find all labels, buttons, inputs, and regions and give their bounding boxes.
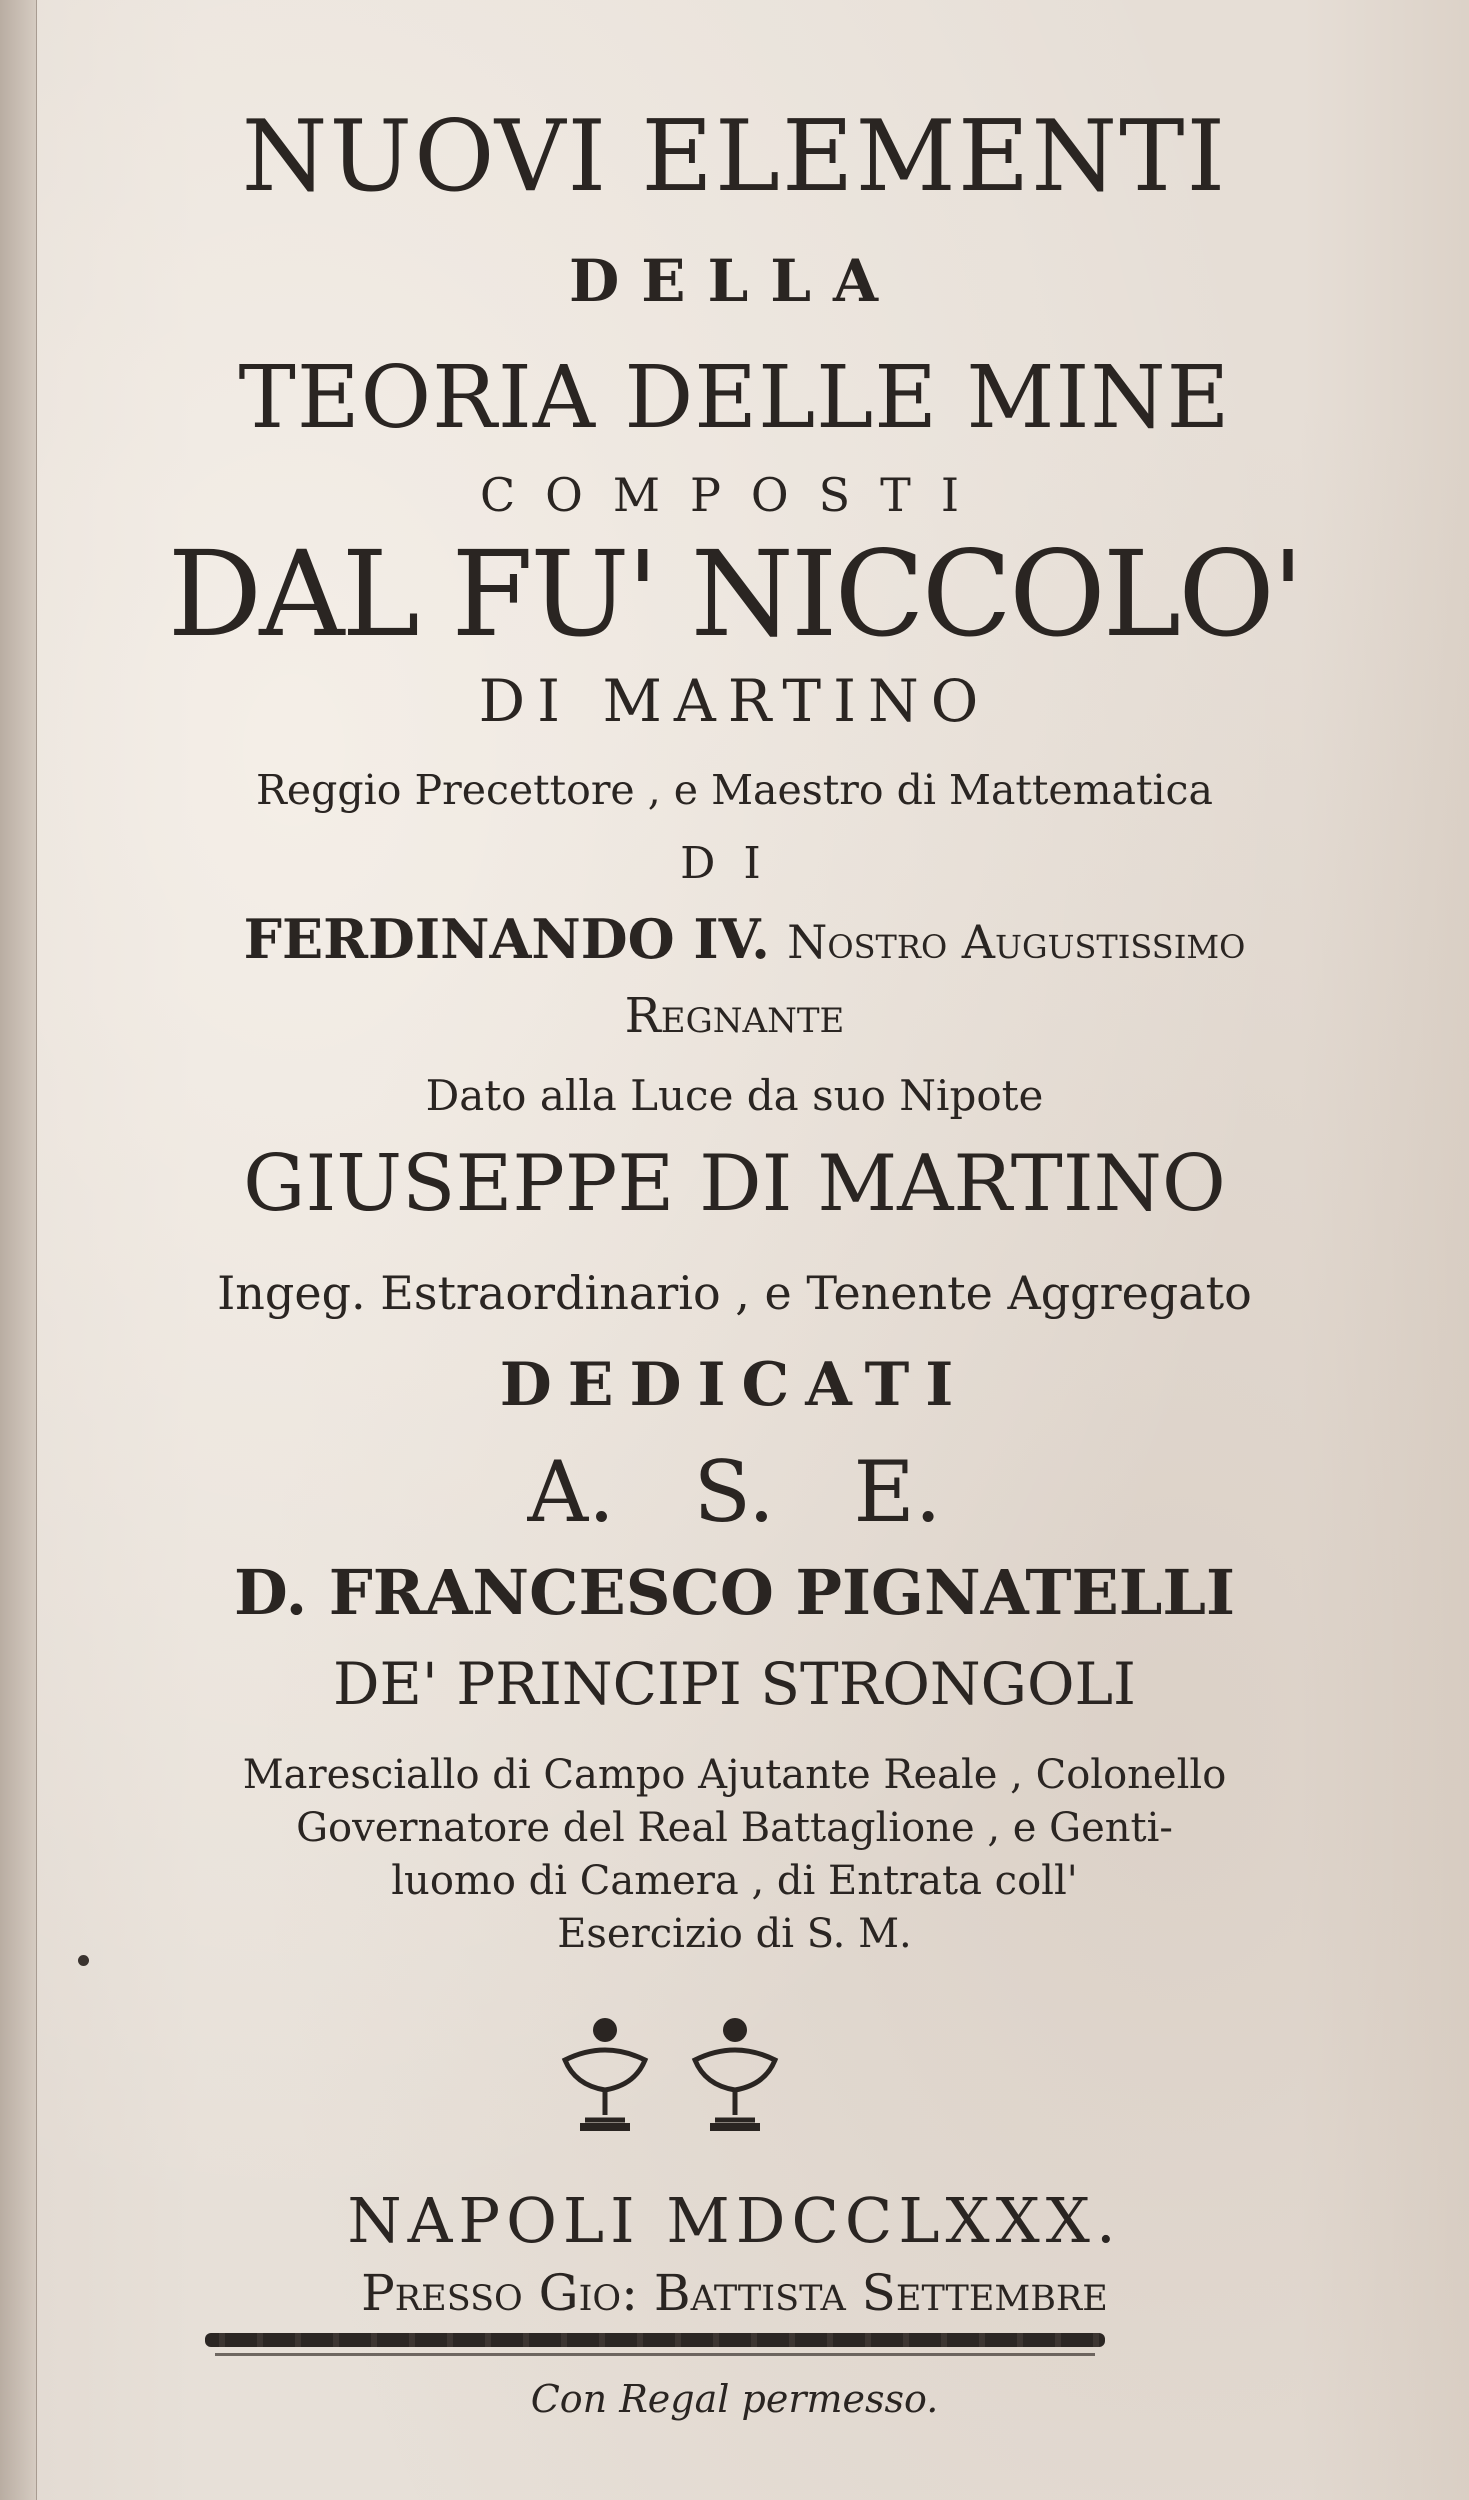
dedicatee-titles-3: luomo di Camera , di Entrata coll'	[391, 1858, 1078, 1904]
editor-name: GIUSEPPE DI MARTINO	[243, 1139, 1226, 1229]
dedicatee-name: D. FRANCESCO PIGNATELLI	[234, 1556, 1235, 1629]
dedicatee-titles-1: Maresciallo di Campo Ajutante Reale , Colonello	[242, 1752, 1227, 1798]
editor-title: Ingeg. Estraordinario , e Tenente Aggregato	[217, 1266, 1252, 1320]
license-line: Con Regal permesso.	[530, 2377, 939, 2421]
author-surname: DI MARTINO	[478, 667, 991, 735]
imprint-printer: Presso Gio: Battista Settembre	[361, 2264, 1108, 2322]
dedicatee-titles-2: Governatore del Real Battaglione , e Genti-	[296, 1805, 1173, 1851]
dedicatee-family: DE' PRINCIPI STRONGOLI	[333, 1650, 1136, 1718]
di-line: DI	[680, 838, 789, 889]
king-name: FERDINANDO IV.	[243, 907, 770, 971]
title-line-1: NUOVI ELEMENTI	[241, 100, 1228, 214]
imprint-place-date: NAPOLI MDCCLXXX.	[347, 2184, 1122, 2257]
king-epithet: Nostro Augustissimo	[787, 915, 1246, 969]
title-line-4: COMPOSTI	[479, 468, 990, 522]
author-title: Reggio Precettore , e Maestro di Mattematica	[256, 766, 1213, 814]
twin-vases-ornament-icon	[545, 2005, 795, 2145]
printer-rule	[205, 2333, 1105, 2347]
ink-spot	[78, 1955, 89, 1966]
honorific-line: A. S. E.	[527, 1443, 942, 1541]
dedicati-line: DEDICATI	[499, 1350, 970, 1420]
printer-rule-thin	[215, 2353, 1095, 2356]
dedicatee-titles-4: Esercizio di S. M.	[557, 1911, 912, 1957]
king-line	[10, 907, 1469, 971]
regnante-line: Regnante	[624, 988, 845, 1044]
title-line-3: TEORIA DELLE MINE	[238, 348, 1231, 448]
editor-intro: Dato alla Luce da suo Nipote	[425, 1071, 1044, 1120]
author-line: DAL FU' NICCOLO'	[167, 525, 1302, 663]
title-line-2: DELLA	[568, 247, 901, 315]
